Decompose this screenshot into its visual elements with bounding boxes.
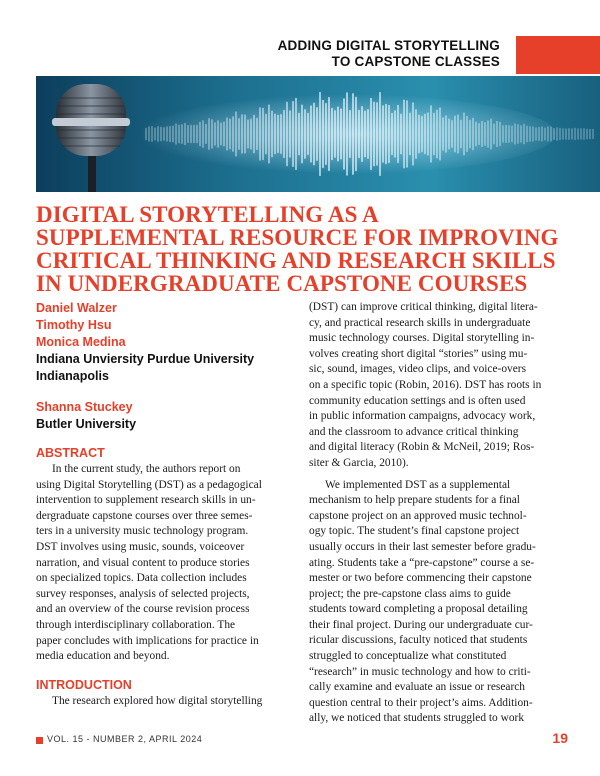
- banner-image: [36, 76, 600, 192]
- text-line: and the classroom to advance critical thinking: [309, 425, 519, 438]
- author-name: Timothy Hsu: [36, 318, 112, 332]
- text-line: project; the pre-capstone class aims to guide: [309, 587, 511, 600]
- text-line: DST involves using music, sounds, voiceover: [36, 540, 245, 553]
- author-name: Shanna Stuckey: [36, 400, 133, 414]
- header-accent-box: [516, 36, 600, 74]
- text-line: struggled to conceptualize what constituted: [309, 650, 507, 663]
- text-line: cally examine and evaluate an issue or research: [309, 681, 525, 694]
- text-line: and an overview of the course revision process: [36, 603, 250, 616]
- text-line: ating. Students take a “pre-capstone” course a se-: [309, 556, 535, 569]
- text-line: The research explored how digital storytelling: [52, 694, 263, 707]
- text-line: students toward completing a proposal detailing: [309, 603, 528, 616]
- text-line: capstone project on an approved music technol-: [309, 509, 527, 522]
- text-line: their final project. During our undergraduate cur-: [309, 618, 533, 631]
- text-line: community education settings and is often used: [309, 394, 526, 407]
- affiliation: Indianapolis: [36, 369, 109, 383]
- text-line: (DST) can improve critical thinking, digital litera-: [309, 301, 538, 313]
- running-title-line: ADDING DIGITAL STORYTELLING: [277, 38, 500, 53]
- right-column: [309, 300, 571, 727]
- introduction-heading: INTRODUCTION: [36, 677, 132, 692]
- running-title-line: TO CAPSTONE CLASSES: [331, 54, 500, 69]
- body-paragraph: [309, 300, 571, 472]
- author-name: Daniel Walzer: [36, 301, 117, 315]
- journal-info: VOL. 15 - NUMBER 2, APRIL 2024: [47, 734, 203, 744]
- text-line: music technology courses. Digital storytelling in-: [309, 332, 535, 345]
- text-line: cy, and practical research skills in undergraduate: [309, 316, 531, 329]
- title-line: DIGITAL STORYTELLING AS A: [36, 202, 379, 227]
- text-line: mechanism to help prepare students for a final: [309, 494, 520, 507]
- text-line: dergraduate capstone courses over three semes-: [36, 509, 253, 522]
- article-title: [36, 203, 576, 295]
- text-line: on specialized topics. Data collection includes: [36, 572, 247, 585]
- text-line: question central to their project’s aims. Addition-: [309, 696, 533, 709]
- text-line: narration, and visual content to produce stories: [36, 556, 250, 569]
- text-line: ricular discussions, faculty noticed that students: [309, 634, 528, 647]
- text-line: using Digital Storytelling (DST) as a pedagogical: [36, 478, 262, 491]
- text-line: “research” in music technology and how to criti-: [309, 665, 531, 678]
- affiliation: Butler University: [36, 417, 137, 431]
- text-line: intervention to supplement research skills in un-: [36, 494, 256, 507]
- introduction-body: [36, 694, 298, 710]
- footer-accent-box: [36, 737, 43, 744]
- text-line: through interdisciplinary collaboration. The: [36, 618, 236, 631]
- text-line: in public information campaigns, advocacy work,: [309, 410, 536, 423]
- running-title: [278, 38, 500, 70]
- text-line: We implemented DST as a supplemental: [325, 478, 511, 491]
- body-paragraph: [309, 478, 571, 728]
- text-line: survey responses, analysis of selected projects,: [36, 587, 250, 600]
- text-line: siter & Garcia, 2010).: [309, 456, 409, 469]
- text-line: ogy topic. The student’s final capstone project: [309, 525, 520, 538]
- text-line: sic, sound, images, video clips, and voice-overs: [309, 363, 527, 376]
- text-line: mester or two before commencing their capstone: [309, 572, 532, 585]
- title-line: IN UNDERGRADUATE CAPSTONE COURSES: [36, 271, 528, 296]
- text-line: ally, we noticed that students struggled to work: [309, 712, 525, 725]
- text-line: ters in a university music technology program.: [36, 525, 249, 538]
- text-line: paper concludes with implications for practice in: [36, 634, 259, 647]
- microphone-waveform-image: [36, 76, 600, 192]
- title-line: SUPPLEMENTAL RESOURCE FOR IMPROVING: [36, 225, 559, 250]
- text-line: usually occurs in their last semester before gradu-: [309, 540, 536, 553]
- page-number: 19: [552, 730, 568, 746]
- title-line: CRITICAL THINKING AND RESEARCH SKILLS: [36, 248, 556, 273]
- affiliation: Indiana Unviersity Purdue University: [36, 352, 255, 366]
- text-line: and digital literacy (Robin & McNeil, 2019; Ros-: [309, 441, 535, 454]
- text-line: on a specific topic (Robin, 2016). DST has roots in: [309, 378, 542, 391]
- author-name: Monica Medina: [36, 335, 126, 349]
- text-line: media education and beyond.: [36, 650, 170, 663]
- text-line: volves creating short digital “stories” using mu-: [309, 347, 528, 360]
- page-footer: [36, 730, 568, 749]
- abstract-body: [36, 462, 298, 665]
- text-line: In the current study, the authors report on: [52, 463, 241, 475]
- abstract-heading: ABSTRACT: [36, 446, 105, 460]
- left-column: [36, 300, 298, 709]
